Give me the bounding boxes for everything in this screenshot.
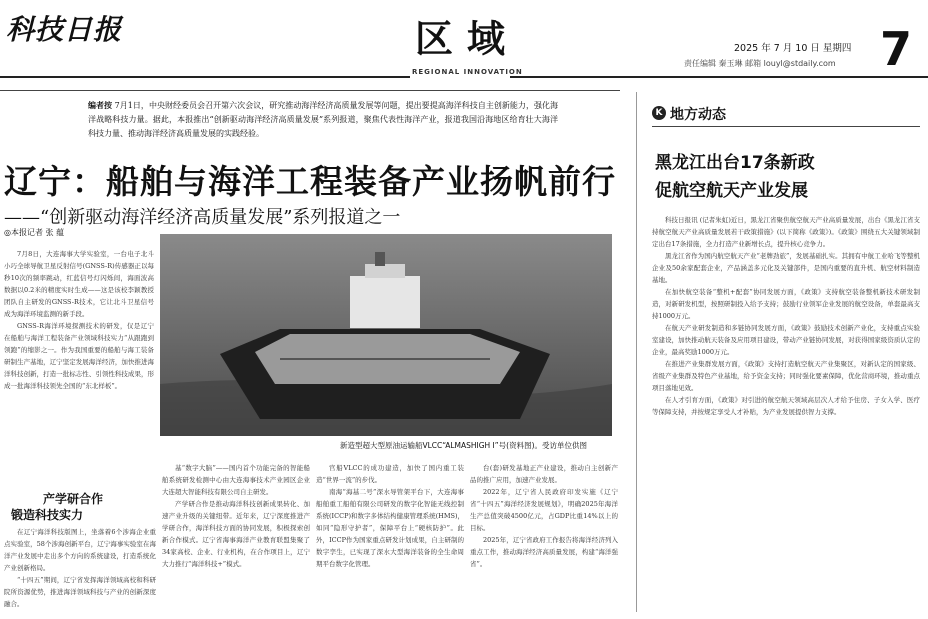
paragraph: 在推进产业集群发展方面，《政策》支持打造航空航天产业集聚区，对新认定的国家级、省级产业集群及特色产业基地，给予资金支持；同时强化要素保障，优化营商环境，推动重点项目落地见效。: [652, 360, 920, 392]
byline: ◎本报记者 张 蕴: [4, 228, 65, 237]
editor-note-text: 7月1日，中央财经委员会召开第六次会议，研究推动海洋经济高质量发展等问题，提出要提高海洋科技自主创新能力，强化海洋战略科技力量。据此，本报推出“创新驱动海洋经济高质量发展”系列报道，聚焦代表性海洋产业，报道我国沿海地区给育壮大海洋科技力量、推动海洋经济高质量发展的实践经验。: [88, 101, 559, 138]
paragraph: 南海“海基二号”深水导管架平台下，大连海事船舶重工船舶有限公司研发的数字化智能无线控制系统(ICCP)和数字多体结构健康管理系统(HMS)，如同“隐形守护者”，保障平台上“硬核防护”。此外，ICCP作为国家重点研发计划成果，自主研制的数字孪生，已实现了深水大型海洋装备的全生命周期平台数字化管理。: [316, 488, 464, 568]
paragraph: 2022年，辽宁省人民政府印发实施《辽宁省“十四五”海洋经济发展规划》，明确2025年海洋生产总值突破4500亿元，占GDP比重14%以上的目标。: [470, 488, 618, 532]
section-title: 区域: [415, 17, 520, 61]
paragraph: 黑龙江省作为国内航空航天产业“老牌劲旅”，发展基础扎实。其拥有中航工业哈飞等整机企业及50余家配套企业，产品涵盖多元化及关键部件，是国内重要的直升机、航空材料制造基地。: [652, 252, 920, 284]
regional-article-body: [652, 214, 920, 614]
paragraph: 在航天产业研发制造和多链协同发展方面，《政策》鼓励技术创新产业化，支持重点实验室建设，加快推动航天装备及应用项目建设，带动产业链协同发展，对获得国家级资质认定的企业，最高奖励1000万元。: [652, 324, 920, 356]
paragraph: 2025年，辽宁省政府工作报告将海洋经济列入重点工作，推动海洋经济高质量发展，构建“海洋强省”。: [470, 536, 618, 568]
page-number: 7: [880, 22, 913, 76]
paragraph: 官船VLCC的成功建造，加快了国内重工装造“世界一流”的步伐。: [316, 464, 464, 484]
paragraph: 基“数字大脑”——国内首个功能完备的智能船舶系统研发检测中心由大连海事技术产业园区企业大连超大智能科技有限公司自主研发。: [162, 464, 310, 496]
ship-illustration: [160, 234, 612, 436]
side-heading: 锻造科技实力: [11, 508, 84, 522]
editor-note: [88, 98, 558, 141]
date-line: 2025 年 7 月 10 日 星期四: [734, 43, 852, 54]
paragraph: 在人才引育方面，《政策》对引进的航空航天领域高层次人才给予住房、子女入学、医疗等保障支持，并按规定享受人才补贴，为产业发展提供智力支撑。: [652, 396, 920, 416]
paragraph: 7月8日，大连海事大学实验室，一台电子北斗小巧全球导航卫星反射信号(GNSS-R)传感器正以每秒10次的频率跳动，红蓝信号灯闪烁间，海面波高数据以0.2米的精度实时生成——这是该校李颖教授团队自主研发的GNSS-R技术，它让北斗卫星信号成为海洋环境监测的新手段。: [4, 250, 154, 318]
main-headline: 辽宁：船舶与海洋工程装备产业扬帆前行: [4, 162, 616, 201]
article-column-0: [4, 526, 156, 616]
regional-rule: [652, 126, 920, 127]
paragraph: 科技日报讯 (记者朱虹)近日，黑龙江省聚焦航空航天产业高质量发展，出台《黑龙江省支持航空航天产业高质量发展若干政策措施》(以下简称《政策》)。《政策》围绕五大关键领域制定出台17条措施，全力打造产业新增长点，提升核心竞争力。: [652, 216, 920, 248]
article-column-1: [4, 248, 154, 484]
regional-badge-icon: K: [652, 106, 666, 120]
header-rule-left: [0, 76, 410, 78]
paragraph: GNSS-R海洋环境探测技术的研发，仅是辽宁在船舶与海洋工程装备产业领域科技实力“从跟跑到领跑”的缩影之一。作为我国重要的船舶与海工装备研制生产基地，辽宁坚定发展海洋经济，加快推进海洋科技创新，打造一批标志性、引领性科技成果，形成一批海洋科技领先全国的“东北样板”。: [4, 322, 154, 390]
main-top-rule: [0, 90, 620, 91]
paragraph: 产学研合作是推动海洋科技创新成果转化、加速产业升级的关键纽带。近年来，辽宁深度推进产学研合作，海洋科技方面的协同发展，积极探索创新合作模式。辽宁省海事海洋产业教育联盟集聚了34家高校、企业、行业机构，在合作项目上，辽宁大力推行“海洋科技+”模式。: [162, 500, 310, 568]
article-column-4: [470, 462, 618, 616]
editor-note-label: 编者按: [88, 100, 113, 110]
main-subheadline: ——“创新驱动海洋经济高质量发展”系列报道之一: [4, 207, 401, 228]
regional-news-label: 地方动态: [670, 107, 726, 123]
ship-photo: [160, 234, 612, 436]
column-divider: [636, 92, 637, 612]
article-column-2: [162, 462, 310, 616]
regional-headline: 黑龙江出台17条新政: [655, 153, 815, 173]
paragraph: 在加快航空装备“整机+配套”协同发展方面，《政策》支持航空装备整机新技术研发制造，对新研发机型，按照研制投入给予支持；鼓励行业领军企业发展的航空设备，单套最高支持1000万元。: [652, 288, 920, 320]
masthead: 科技日报: [6, 13, 123, 46]
article-column-3: [316, 462, 464, 616]
paragraph: 台(套)研发基地正产业建设，推动自主创新产品的推广应用，加速产业发展。: [470, 464, 618, 484]
editor-line: 责任编辑 秦玉琳 邮箱 louyl@stdaily.com: [684, 59, 836, 68]
photo-caption: 新造型超大型原油运输船VLCC“ALMASHIGH I”号(资料图)。受访单位供图: [340, 441, 588, 450]
paragraph: “十四五”期间，辽宁省发挥海洋领域高校和科研院所资源优势，推进海洋领域科技与产业的创新深度融合。: [4, 576, 156, 608]
regional-headline: 促航空航天产业发展: [655, 181, 808, 201]
header-rule-right: [510, 76, 928, 78]
paragraph: 在辽宁海洋科技版图上，坐落着6个涉海企业重点实验室，58个涉海创新平台，辽宁海事实验室在海洋产业发展中走出多个方向的系统建设，打造系统化产业创新格局。: [4, 528, 156, 572]
side-heading: 产学研合作: [43, 492, 104, 506]
section-subtitle-en: REGIONAL INNOVATION: [412, 68, 523, 76]
